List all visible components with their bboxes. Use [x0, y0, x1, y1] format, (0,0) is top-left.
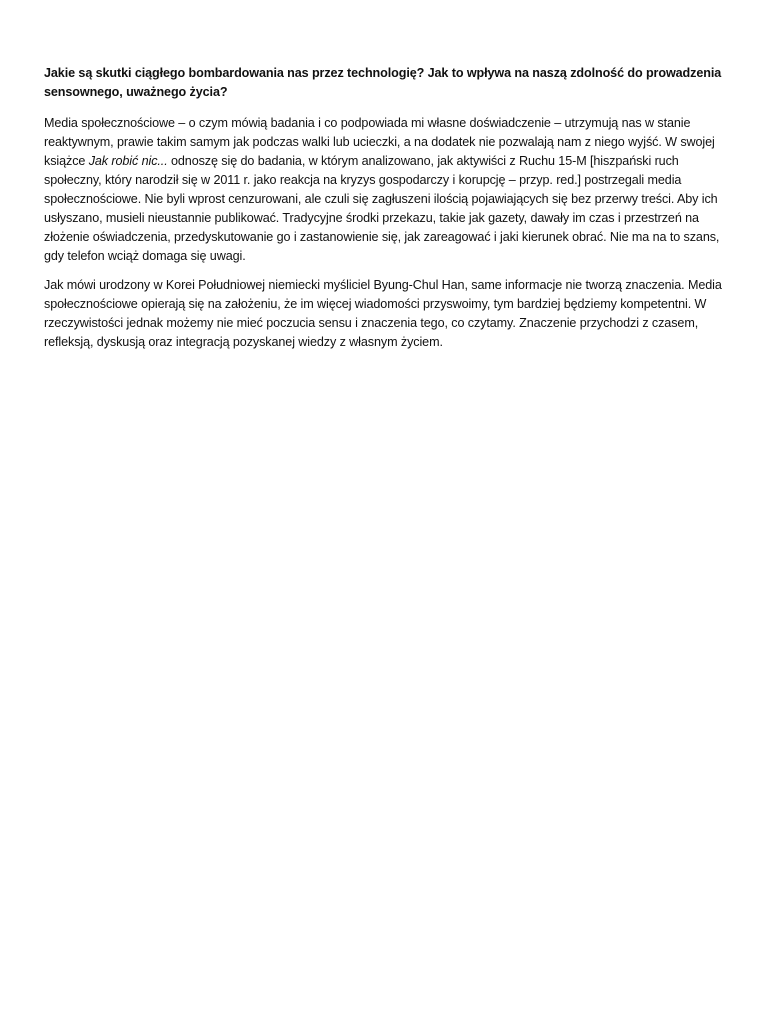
article-lead-question: Jakie są skutki ciągłego bombardowania nas przez technologię? Jak to wpływa na naszą zdolność do prowadzenia sensownego, uważnego życia?: [44, 66, 722, 99]
paragraph-1-text-after-title: odnoszę się do badania, w którym analizowano, jak aktywiści z Ruchu 15-M [hiszpański ruch społeczny, który narodził się w 2011 r. jako reakcja na kryzys gospodarczy i korupcję – przyp. red.] postrzegali media społecznościowe. Nie byli wprost cenzurowani, ale czuli się zagłuszeni ilością pojawiających się bez przerwy treści. Aby ich usłyszano, musieli nieustannie publikować. Tradycyjne środki przekazu, takie jak gazety, dawały im czas i przestrzeń na złożenie oświadczenia, przedyskutowanie go i zastanowienie się, jak zareagować i jaki kierunek obrać. Nie ma na to szans, gdy telefon wciąż domaga się uwagi.: [44, 154, 720, 263]
article-body: [44, 64, 728, 362]
paragraph-1-text-before-title: Media społecznościowe – o czym mówią badania i co podpowiada mi własne doświadczenie – utrzymują nas w stanie reaktywnym, prawie takim samym jak podczas walki lub ucieczki, a na dodatek nie pozwalają nam z niego wyjść. W swojej książce: [44, 116, 715, 168]
article-paragraph-1: [44, 114, 728, 266]
book-title: Jak robić nic...: [88, 154, 168, 168]
article-paragraph-2: Jak mówi urodzony w Korei Południowej niemiecki myśliciel Byung-Chul Han, same informacje nie tworzą znaczenia. Media społecznościowe opierają się na założeniu, że im więcej wiadomości przyswoimy, tym bardziej będziemy kompetentni. W rzeczywistości jednak możemy nie mieć poczucia sensu i znaczenia tego, co czytamy. Znaczenie przychodzi z czasem, refleksją, dyskusją oraz integracją pozyskanej wiedzy z własnym życiem.: [44, 278, 722, 349]
